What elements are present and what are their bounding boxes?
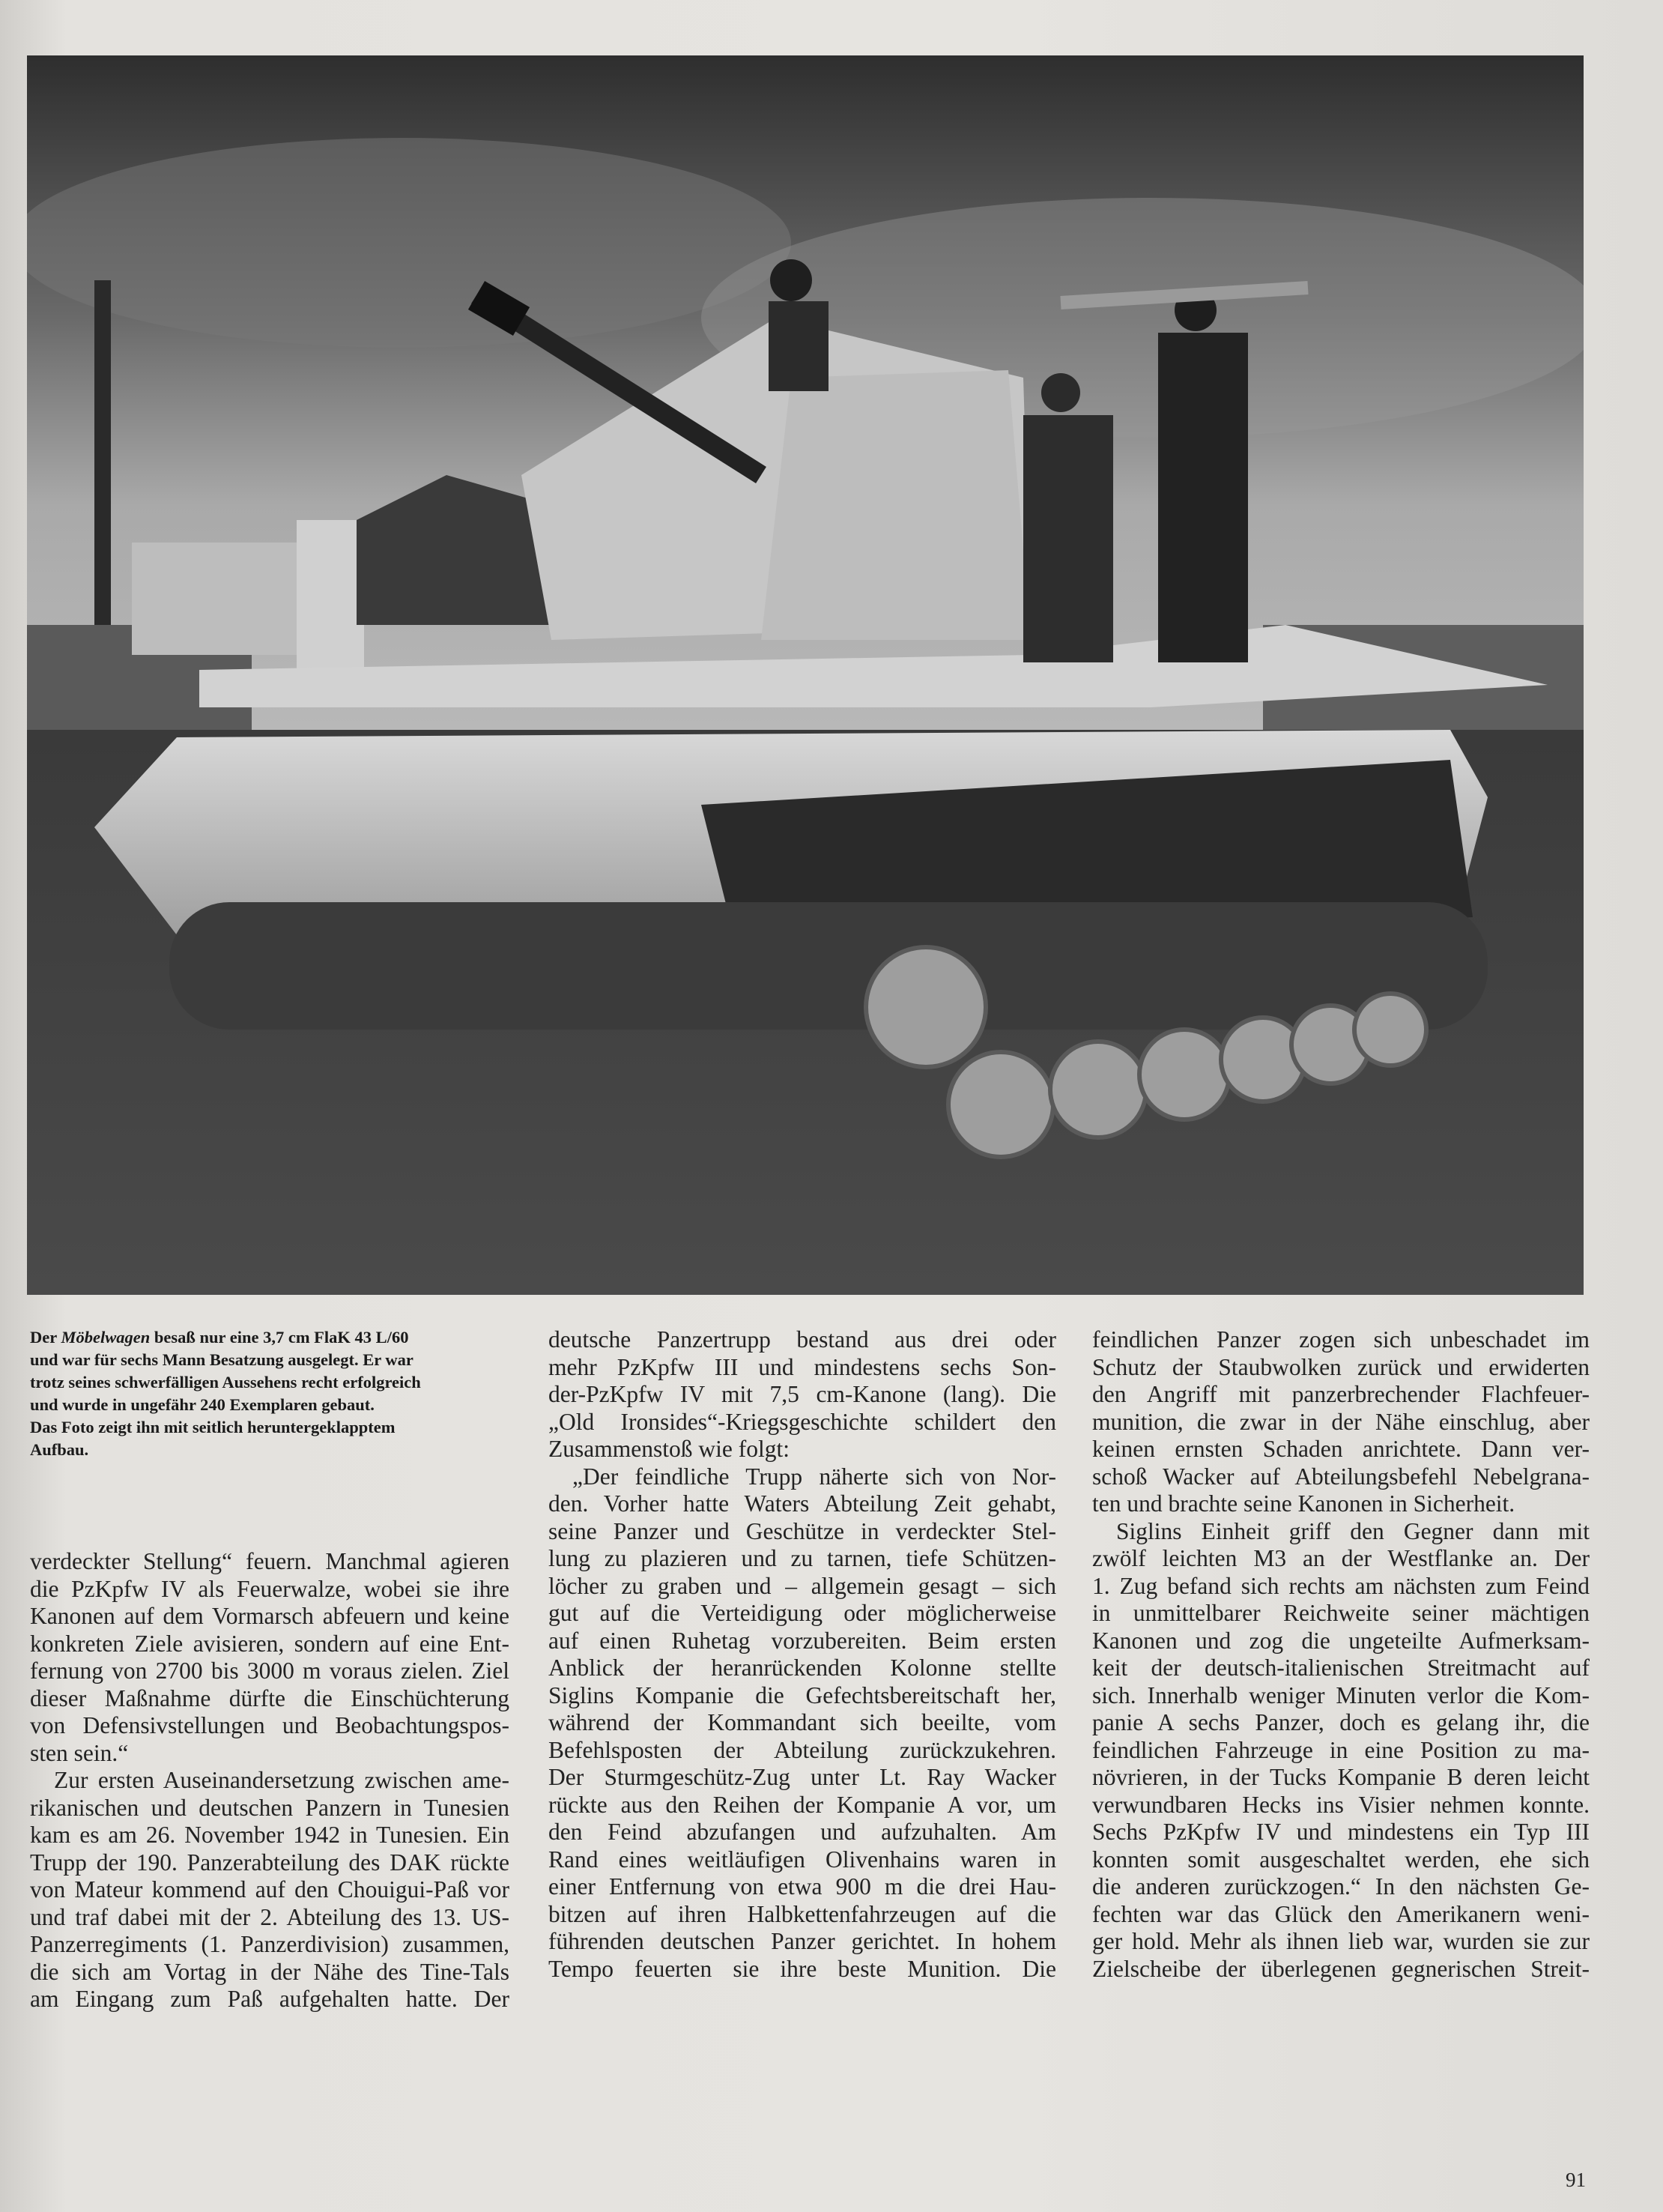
text-line: rückte aus den Reihen der Kompanie A vor, um: [548, 1791, 1056, 1818]
photo-caption: [30, 1326, 509, 1461]
text-line: keit der deutsch-italienischen Streitmacht auf: [1092, 1655, 1590, 1681]
text-line: lung zu plazieren und zu tarnen, tiefe Schützen-: [548, 1545, 1056, 1571]
text-line: in unmittelbarer Reichweite seiner mächtigen: [1092, 1600, 1590, 1626]
text-line: Schutz der Staubwolken zurück und erwiderten: [1092, 1353, 1590, 1380]
text-line: Zielscheibe der überlegenen gegnerischen Streit-: [1092, 1955, 1590, 1982]
text-line: Kanonen und zog die ungeteilte Aufmerksam-: [1092, 1627, 1590, 1654]
text-line: sten sein.“: [30, 1739, 129, 1766]
text-line: den Feind abzufangen und aufzuhalten. Am: [548, 1819, 1056, 1845]
text-line: die PzKpfw IV als Feuerwalze, wobei sie ihre: [30, 1575, 509, 1602]
text-column-1: [30, 1548, 509, 2013]
text-line: „Old Ironsides“-Kriegsgeschichte schildert den: [548, 1408, 1056, 1435]
text-line: einer Entfernung von etwa 900 m die drei Hau-: [548, 1873, 1056, 1900]
text-line: Siglins Einheit griff den Gegner dann mit: [1116, 1517, 1590, 1544]
text-line: verdeckter Stellung“ feuern. Manchmal agieren: [30, 1548, 509, 1574]
text-line: Zusammenstoß wie folgt:: [548, 1436, 790, 1462]
text-line: kam es am 26. November 1942 in Tunesien. Ein: [30, 1822, 509, 1848]
page-number: 91: [1566, 2169, 1586, 2191]
text-line: növrieren, in der Tucks Kompanie B deren leicht: [1092, 1764, 1590, 1790]
caption-vehicle-name: Möbelwagen: [61, 1328, 151, 1347]
text-line: Panzerregiments (1. Panzerdivision) zusammen,: [30, 1931, 509, 1957]
text-line: der-PzKpfw IV mit 7,5 cm-Kanone (lang). Die: [548, 1381, 1056, 1407]
text-line: konnten somit ausgeschaltet werden, ehe sich: [1092, 1846, 1590, 1873]
text-line: Tempo feuerten sie ihre beste Munition. Die: [548, 1955, 1056, 1982]
caption-prefix: Der: [30, 1328, 61, 1347]
text-line: rikanischen und deutschen Panzern in Tunesien: [30, 1794, 509, 1821]
photo-illustration: [27, 55, 1584, 1295]
text-line: Befehlsposten der Abteilung zurückzukehren.: [548, 1736, 1056, 1763]
text-line: während der Kommandant sich beeilte, vom: [548, 1709, 1056, 1735]
text-line: die sich am Vortag in der Nähe des Tine-Tals: [30, 1958, 509, 1985]
text-line: Anblick der heranrückenden Kolonne stellte: [548, 1655, 1056, 1681]
text-line: konkreten Ziele avisieren, sondern auf eine Ent-: [30, 1630, 509, 1657]
text-line: keinen ernsten Schaden anrichtete. Dann ver-: [1092, 1436, 1590, 1462]
text-line: von Defensivstellungen und Beobachtungspos-: [30, 1712, 509, 1738]
text-line: panie A sechs Panzer, doch es gelang ihr, die: [1092, 1709, 1590, 1735]
caption-line: [30, 1326, 509, 1349]
text-line: fechten war das Glück den Amerikanern weni-: [1092, 1900, 1590, 1927]
text-line: sich. Innerhalb weniger Minuten verlor die Kom-: [1092, 1681, 1590, 1708]
caption-line: Das Foto zeigt ihn mit seitlich heruntergeklapptem: [30, 1418, 396, 1436]
text-line: feindlichen Panzer zogen sich unbeschadet im: [1092, 1326, 1590, 1353]
text-line: von Mateur kommend auf den Chouigui-Paß vor: [30, 1876, 509, 1903]
text-line: zwölf leichten M3 an der Westflanke an. Der: [1092, 1545, 1590, 1571]
text-line: mehr PzKpfw III und mindestens sechs Son-: [548, 1353, 1056, 1380]
text-column-2: [548, 1326, 1056, 1983]
text-line: führenden deutschen Panzer gerichtet. In hohem: [548, 1928, 1056, 1954]
caption-line: Aufbau.: [30, 1440, 89, 1459]
text-line: Zur ersten Auseinandersetzung zwischen ame-: [54, 1767, 509, 1793]
text-line: fernung von 2700 bis 3000 m voraus zielen. Ziel: [30, 1658, 509, 1684]
text-line: Der Sturmgeschütz-Zug unter Lt. Ray Wacker: [548, 1764, 1056, 1790]
text-line: munition, die zwar in der Nähe einschlug, aber: [1092, 1408, 1590, 1435]
text-line: am Eingang zum Paß aufgehalten hatte. Der: [30, 1986, 509, 2012]
text-line: und traf dabei mit der 2. Abteilung des 13. US-: [30, 1903, 509, 1930]
photo-moebelwagen-tank: [27, 55, 1584, 1295]
text-line: „Der feindliche Trupp näherte sich von Nor-: [572, 1463, 1056, 1490]
text-line: ten und brachte seine Kanonen in Sicherheit.: [1092, 1490, 1515, 1517]
text-line: ger hold. Mehr als ihnen lieb war, wurden sie zur: [1092, 1928, 1590, 1954]
text-line: verwundbaren Hecks ins Visier nehmen konnte.: [1092, 1791, 1590, 1818]
text-line: löcher zu graben und – allgemein gesagt – sich: [548, 1572, 1056, 1599]
text-line: Kanonen auf dem Vormarsch abfeuern und keine: [30, 1603, 509, 1629]
text-line: dieser Maßnahme dürfte die Einschüchterung: [30, 1684, 509, 1711]
text-line: gut auf die Verteidigung oder möglicherweise: [548, 1600, 1056, 1626]
text-line: Sechs PzKpfw IV und mindestens ein Typ III: [1092, 1819, 1590, 1845]
text-line: feindlichen Fahrzeuge in eine Position zu ma-: [1092, 1736, 1590, 1763]
text-line: schoß Wacker auf Abteilungsbefehl Nebelgrana-: [1092, 1463, 1590, 1490]
text-line: Siglins Kompanie die Gefechtsbereitschaft her,: [548, 1681, 1056, 1708]
text-line: den. Vorher hatte Waters Abteilung Zeit gehabt,: [548, 1490, 1056, 1517]
text-line: bitzen auf ihren Halbkettenfahrzeugen auf die: [548, 1900, 1056, 1927]
text-line: Trupp der 190. Panzerabteilung des DAK rückte: [30, 1849, 509, 1876]
caption-line: und war für sechs Mann Besatzung ausgelegt. Er war: [30, 1350, 414, 1369]
caption-line: und wurde in ungefähr 240 Exemplaren gebaut.: [30, 1395, 375, 1414]
text-line: die anderen zurückzogen.“ In den nächsten Ge-: [1092, 1873, 1590, 1900]
caption-line: trotz seines schwerfälligen Aussehens recht erfolgreich: [30, 1373, 421, 1391]
caption-line-rest: besaß nur eine 3,7 cm FlaK 43 L/60: [150, 1328, 409, 1347]
text-line: deutsche Panzertrupp bestand aus drei oder: [548, 1326, 1056, 1353]
text-line: seine Panzer und Geschütze in verdeckter Stel-: [548, 1517, 1056, 1544]
text-line: 1. Zug befand sich rechts am nächsten zum Feind: [1092, 1572, 1590, 1599]
text-column-3: [1092, 1326, 1590, 1983]
text-line: Rand eines weitläufigen Olivenhains waren in: [548, 1846, 1056, 1873]
text-line: den Angriff mit panzerbrechender Flachfeuer-: [1092, 1381, 1590, 1407]
text-line: auf einen Ruhetag vorzubereiten. Beim ersten: [548, 1627, 1056, 1654]
